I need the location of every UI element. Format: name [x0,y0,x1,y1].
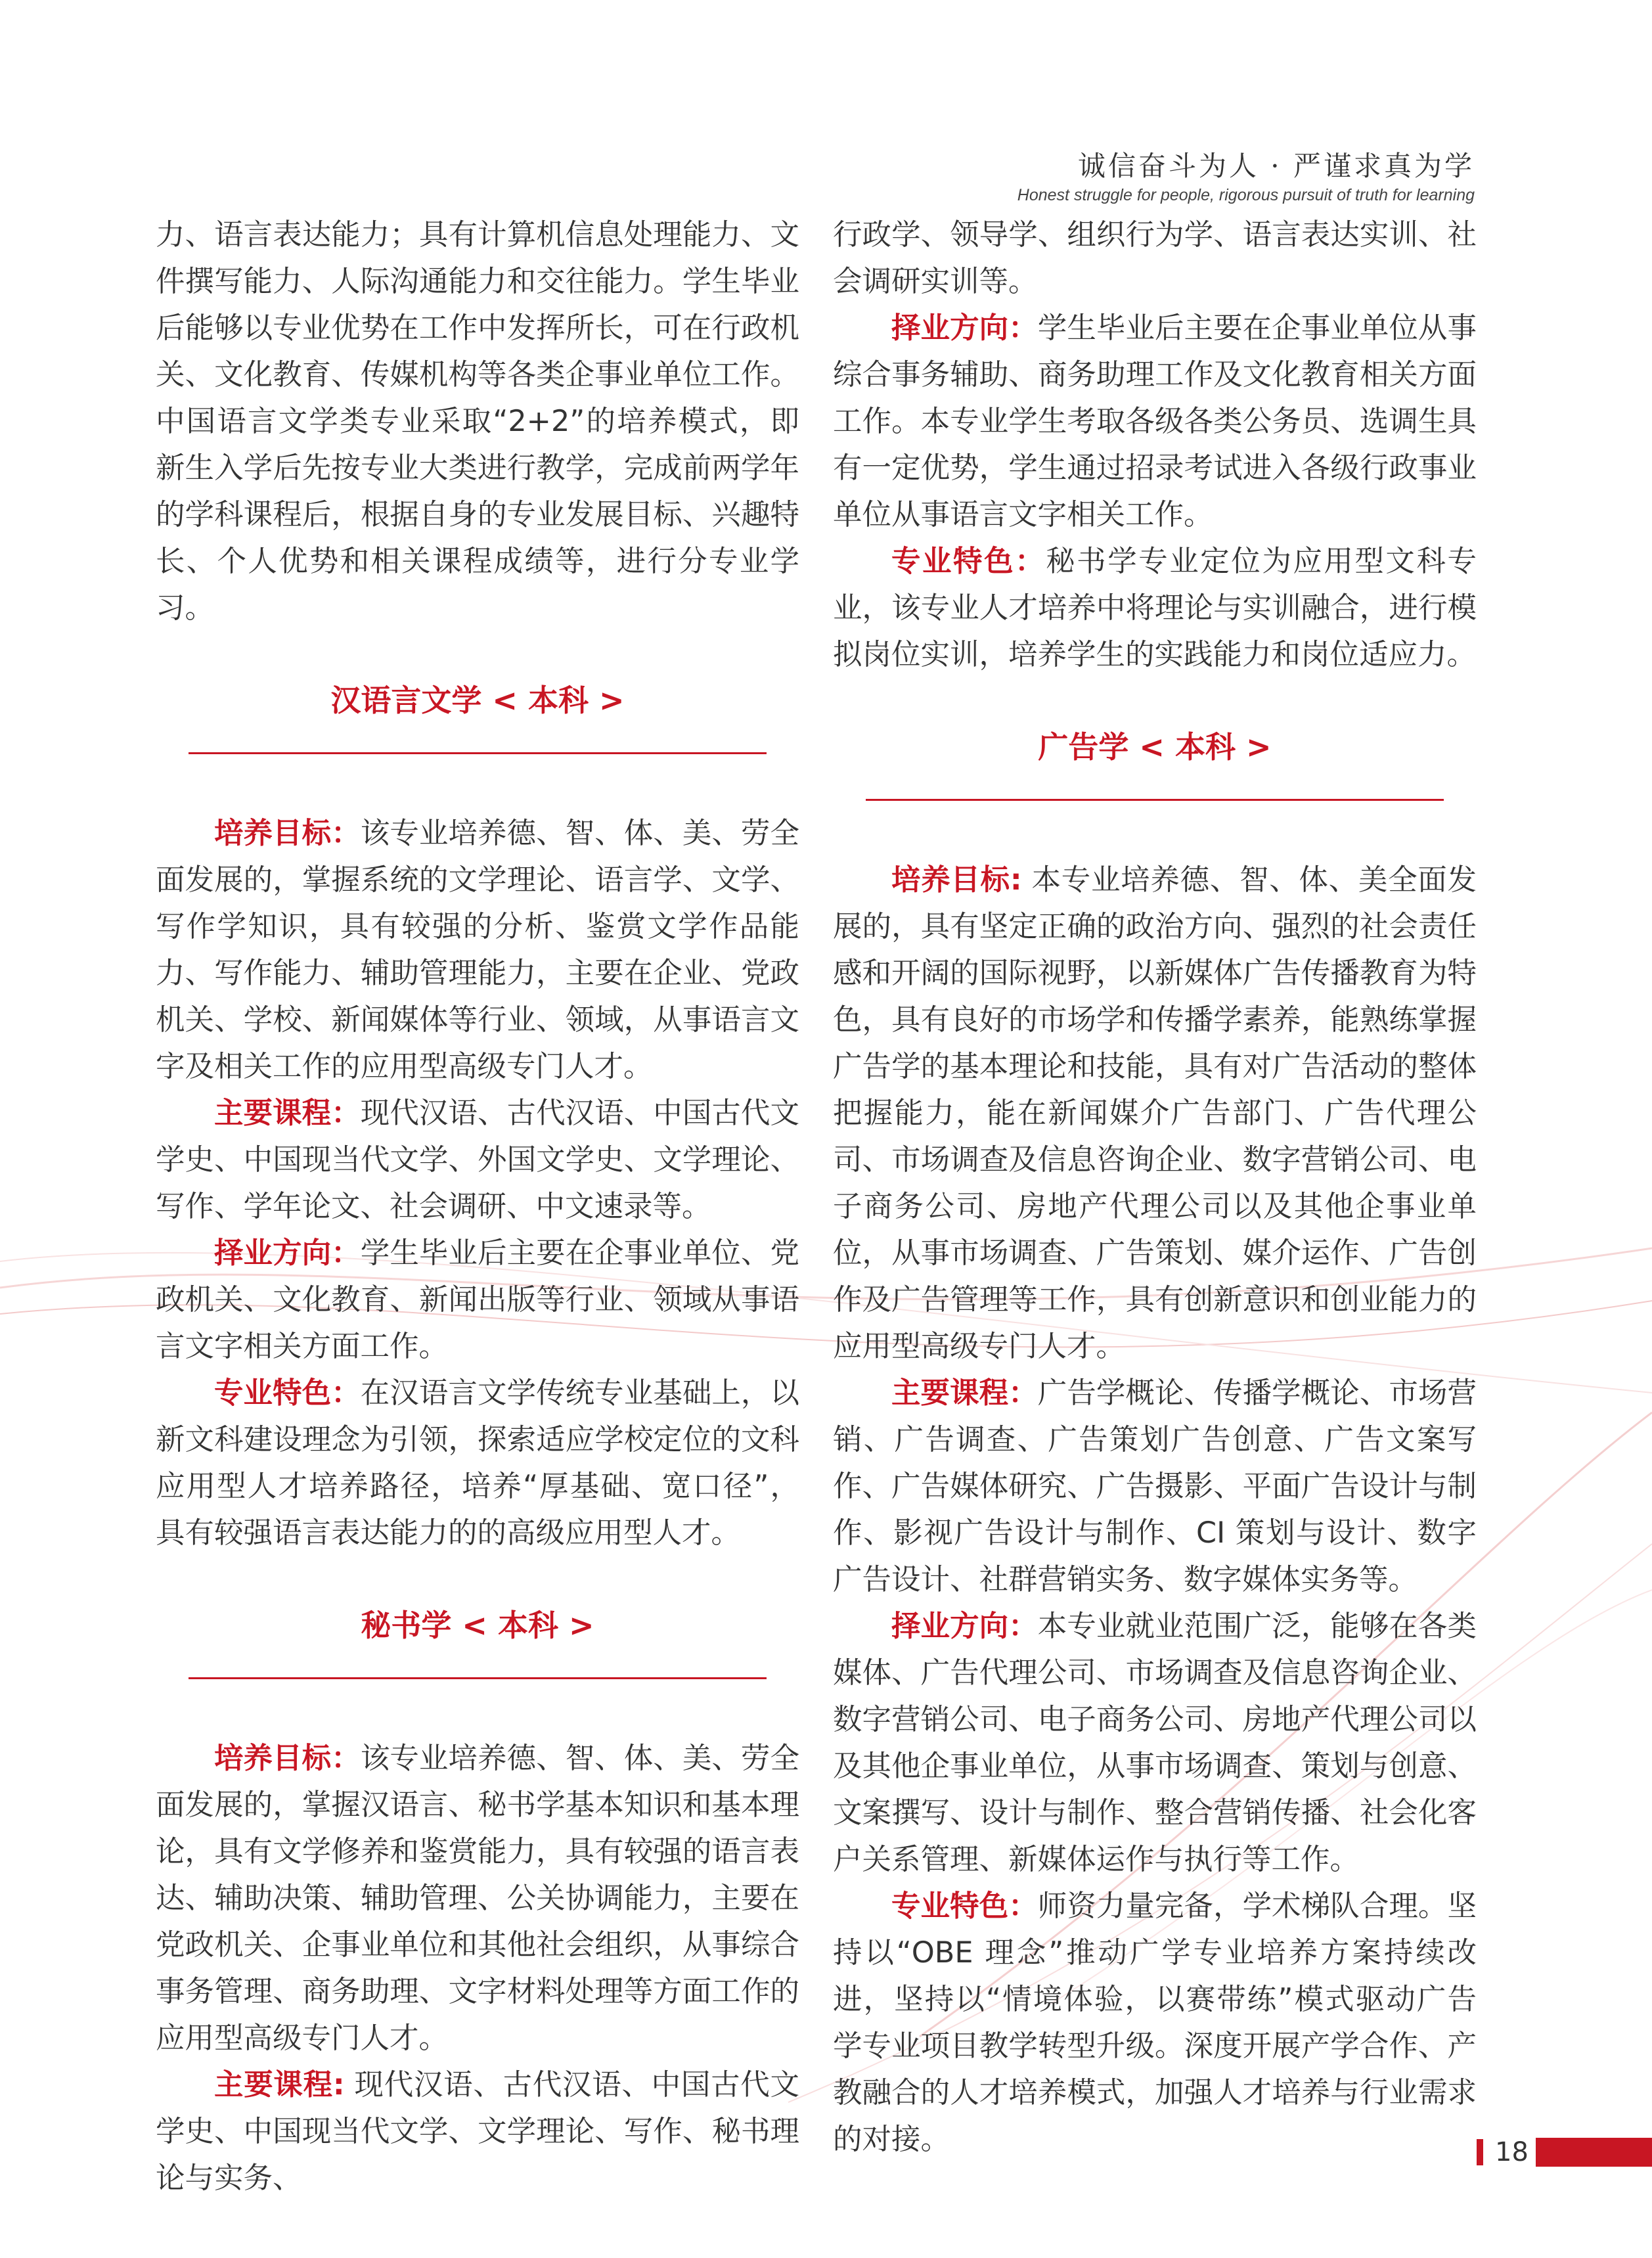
page-number [1477,2136,1529,2168]
section-divider [866,799,1444,801]
hanyu-courses-paragraph [156,1090,799,1230]
goal-label: 培养目标： [214,1742,361,1775]
feature-text: 秘书学专业定位为应用型文科专业，该专业人才培养中将理论与实训融合，进行模拟岗位实训，培养学生的实践能力和岗位适应力。 [833,545,1477,671]
guanggao-courses-paragraph [833,1370,1477,1603]
page-header [1017,148,1475,206]
section-divider [189,1677,767,1679]
career-label: 择业方向： [891,311,1038,345]
mishu-goal-paragraph [156,1735,799,2062]
career-text: 学生毕业后主要在企事业单位、党政机关、文化教育、新闻出版等行业、领域从事语言文字相关方面工作。 [156,1236,799,1363]
feature-text: 师资力量完备，学术梯队合理。坚持以“OBE 理念”推动广学专业培养方案持续改进，坚持以“情境体验，以赛带练”模式驱动广告学专业项目教学转型升级。深度开展产学合作、产教融合的人才培养模式，加强人才培养与行业需求的对接。 [833,1889,1477,2156]
courses-label: 主要课程： [214,1096,361,1130]
feature-text: 在汉语言文学传统专业基础上，以新文科建设理念为引领，探索适应学校定位的文科应用型人才培养路径，培养“厚基础、宽口径”，具有较强语言表达能力的的高级应用型人才。 [156,1376,799,1550]
intro-paragraph: 力、语言表达能力；具有计算机信息处理能力、文件撰写能力、人际沟通能力和交往能力。学生毕业后能够以专业优势在工作中发挥所长，可在行政机关、文化教育、传媒机构等各类企事业单位工作。中国语言文学类专业采取“2+2”的培养模式，即新生入学后先按专业大类进行教学，完成前两学年的学科课程后，根据自身的专业发展目标、兴趣特长、个人优势和相关课程成绩等，进行分专业学习。 [156,218,799,625]
courses-text: 广告学概论、传播学概论、市场营销、广告调查、广告策划广告创意、广告文案写作、广告媒体研究、广告摄影、平面广告设计与制作、影视广告设计与制作、CI 策划与设计、数字广告设计、社群营销实务、数字媒体实务等。 [833,1376,1477,1596]
feature-label: 专业特色： [891,1889,1038,1923]
career-label: 择业方向： [214,1236,361,1270]
section-title-mishu [156,1589,799,1694]
feature-label: 专业特色： [214,1376,361,1410]
guanggao-career-paragraph [833,1603,1477,1883]
page-number-bar [1536,2138,1652,2167]
mishu-career-paragraph [833,305,1477,538]
section-divider [189,752,767,754]
goal-text: 本专业培养德、智、体、美全面发展的，具有坚定正确的政治方向、强烈的社会责任感和开阔的国际视野，以新媒体广告传播教育为特色，具有良好的市场学和传播学素养，能熟练掌握广告学的基本理论和技能，具有对广告活动的整体把握能力，能在新闻媒介广告部门、广告代理公司、市场调查及信息咨询企业、数字营销公司、电子商务公司、房地产代理公司以及其他企事业单位，从事市场调查、广告策划、媒介运作、广告创作及广告管理等工作，具有创新意识和创业能力的应用型高级专门人才。 [833,863,1477,1363]
guanggao-feature-paragraph [833,1883,1477,2163]
courses-text: 现代汉语、古代汉语、中国古代文学史、中国现当代文学、文学理论、写作、秘书理论与实务、 [156,2068,799,2195]
mishu-courses-continued: 行政学、领导学、组织行为学、语言表达实训、社会调研实训等。 [833,218,1477,298]
school-motto: 诚信奋斗为人 · 严谨求真为学 [1077,150,1475,182]
guanggao-goal-paragraph [833,857,1477,1370]
career-text: 本专业就业范围广泛，能够在各类媒体、广告代理公司、市场调查及信息咨询企业、数字营销公司、电子商务公司、房地产代理公司以及其他企事业单位，从事市场调查、策划与创意、文案撰写、设计与制作、整合营销传播、社会化客户关系管理、新媒体运作与执行等工作。 [833,1610,1477,1876]
goal-label: 培养目标: [891,863,1022,897]
section-title-text: 汉语言文学 < 本科 > [330,683,625,718]
career-label: 择业方向： [891,1610,1038,1643]
hanyu-feature-paragraph [156,1370,799,1556]
courses-label: 主要课程： [891,1376,1038,1410]
mishu-feature-paragraph [833,538,1477,678]
feature-label: 专业特色： [891,545,1046,578]
school-motto-english: Honest struggle for people, rigorous pursuit of truth for learning [1017,186,1475,204]
page-number-marker [1477,2139,1483,2165]
courses-label: 主要课程: [214,2068,345,2102]
courses-text: 现代汉语、古代汉语、中国古代文学史、中国现当代文学、外国文学史、文学理论、写作、学年论文、社会调研、中文速录等。 [156,1096,799,1223]
section-title-hanyu [156,664,799,769]
section-title-guanggao [833,711,1477,816]
hanyu-career-paragraph [156,1230,799,1370]
mishu-courses-paragraph [156,2062,799,2202]
section-title-text: 秘书学 < 本科 > [361,1608,594,1643]
section-title-text: 广告学 < 本科 > [1038,729,1272,765]
career-text: 学生毕业后主要在企事业单位从事综合事务辅助、商务助理工作及文化教育相关方面工作。本专业学生考取各级各类公务员、选调生具有一定优势，学生通过招录考试进入各级行政事业单位从事语言文字相关工作。 [833,311,1477,531]
goal-label: 培养目标： [214,817,361,850]
hanyu-goal-paragraph [156,810,799,1090]
right-column [833,212,1477,2163]
goal-text: 该专业培养德、智、体、美、劳全面发展的，掌握系统的文学理论、语言学、文学、写作学知识，具有较强的分析、鉴赏文学作品能力、写作能力、辅助管理能力，主要在企业、党政机关、学校、新闻媒体等行业、领域，从事语言文字及相关工作的应用型高级专门人才。 [156,817,799,1083]
page-number-text: 18 [1495,2137,1529,2167]
goal-text: 该专业培养德、智、体、美、劳全面发展的，掌握汉语言、秘书学基本知识和基本理论，具有文学修养和鉴赏能力，具有较强的语言表达、辅助决策、辅助管理、公关协调能力，主要在党政机关、企事业单位和其他社会组织，从事综合事务管理、商务助理、文字材料处理等方面工作的应用型高级专门人才。 [156,1742,799,2055]
left-column [156,212,799,2202]
